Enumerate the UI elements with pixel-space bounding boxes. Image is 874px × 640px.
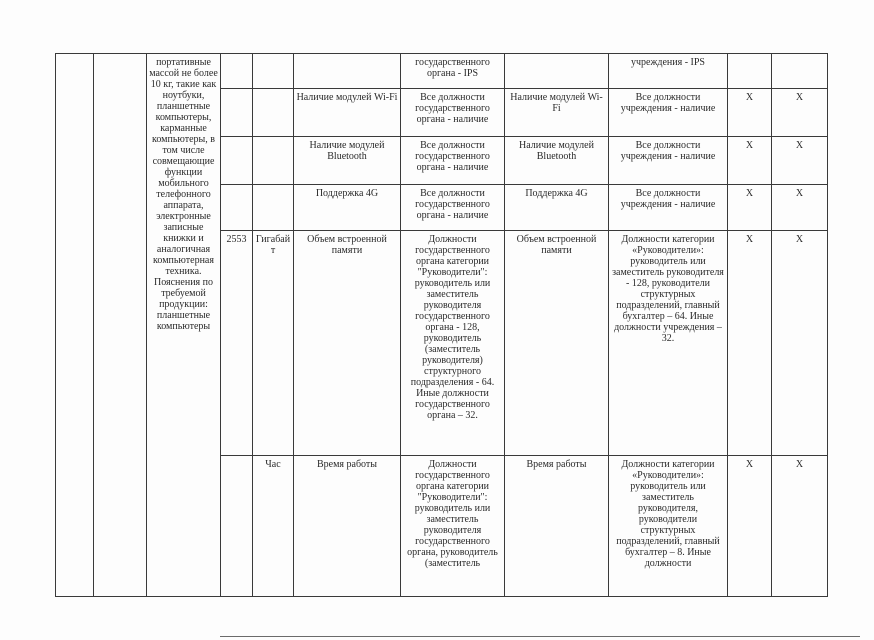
value-gov-cell: Все должности государственного органа - наличие — [401, 137, 505, 185]
characteristic-inst-cell: Наличие модулей Bluetooth — [505, 137, 609, 185]
value-gov-cell: Все должности государственного органа - наличие — [401, 89, 505, 137]
value-gov-cell: государственного органа - IPS — [401, 54, 505, 89]
characteristic-cell: Наличие модулей Wi-Fi — [294, 89, 401, 137]
product-name-cell: портативные массой не более 10 кг, такие как ноутбуки, планшетные компьютеры, карманные компьютеры, в том числе совмещающие функции мобильного телефонного аппарата, электронные записные книжки и аналогичная компьютерная техника. Пояснения по требуемой продукции: планшетные компьютеры — [147, 54, 221, 597]
code-cell — [221, 89, 253, 137]
x-mark-cell: X — [772, 185, 828, 231]
x-mark-cell — [772, 54, 828, 89]
x-mark-cell — [728, 54, 772, 89]
value-inst-cell: Должности категории «Руководители»: руководитель или заместитель руководителя, руководители структурных подразделений, главный бухгалтер – 8. Иные должности — [609, 456, 728, 597]
characteristic-inst-cell — [505, 54, 609, 89]
x-mark-cell: X — [728, 456, 772, 597]
empty-cell — [56, 54, 94, 597]
unit-cell: Час — [253, 456, 294, 597]
x-mark-cell: X — [772, 89, 828, 137]
x-mark-cell: X — [772, 456, 828, 597]
characteristic-cell: Время работы — [294, 456, 401, 597]
characteristic-cell: Объем встроенной памяти — [294, 231, 401, 456]
x-mark-cell: X — [772, 137, 828, 185]
characteristic-inst-cell: Поддержка 4G — [505, 185, 609, 231]
value-gov-cell: Должности государственного органа категории "Руководители": руководитель или заместитель руководителя государственного органа, руководитель (заместитель — [401, 456, 505, 597]
code-cell — [221, 54, 253, 89]
x-mark-cell: X — [728, 231, 772, 456]
unit-cell — [253, 137, 294, 185]
table-row — [56, 54, 828, 89]
characteristic-cell: Наличие модулей Bluetooth — [294, 137, 401, 185]
unit-cell — [253, 89, 294, 137]
code-cell — [221, 456, 253, 597]
value-gov-cell: Все должности государственного органа - наличие — [401, 185, 505, 231]
value-inst-cell: Все должности учреждения - наличие — [609, 89, 728, 137]
characteristic-inst-cell: Наличие модулей Wi-Fi — [505, 89, 609, 137]
unit-cell — [253, 54, 294, 89]
requirements-table — [55, 53, 828, 597]
value-inst-cell: Все должности учреждения - наличие — [609, 185, 728, 231]
unit-cell — [253, 185, 294, 231]
value-inst-cell: учреждения - IPS — [609, 54, 728, 89]
value-inst-cell: Все должности учреждения - наличие — [609, 137, 728, 185]
code-cell — [221, 185, 253, 231]
x-mark-cell: X — [728, 89, 772, 137]
characteristic-cell — [294, 54, 401, 89]
scan-edge-line — [220, 636, 860, 637]
x-mark-cell: X — [728, 185, 772, 231]
x-mark-cell: X — [772, 231, 828, 456]
characteristic-inst-cell: Объем встроенной памяти — [505, 231, 609, 456]
value-inst-cell: Должности категории «Руководители»: руководитель или заместитель руководителя - 128, руководители структурных подразделений, главный бухгалтер – 64. Иные должности учреждения – 32. — [609, 231, 728, 456]
empty-cell — [94, 54, 147, 597]
code-cell: 2553 — [221, 231, 253, 456]
value-gov-cell: Должности государственного органа категории "Руководители": руководитель или заместитель руководителя государственного органа - 128, руководитель (заместитель руководителя) структурного подразделения - 64. Иные должности государственного органа – 32. — [401, 231, 505, 456]
code-cell — [221, 137, 253, 185]
characteristic-cell: Поддержка 4G — [294, 185, 401, 231]
x-mark-cell: X — [728, 137, 772, 185]
unit-cell: Гигабайт — [253, 231, 294, 456]
characteristic-inst-cell: Время работы — [505, 456, 609, 597]
